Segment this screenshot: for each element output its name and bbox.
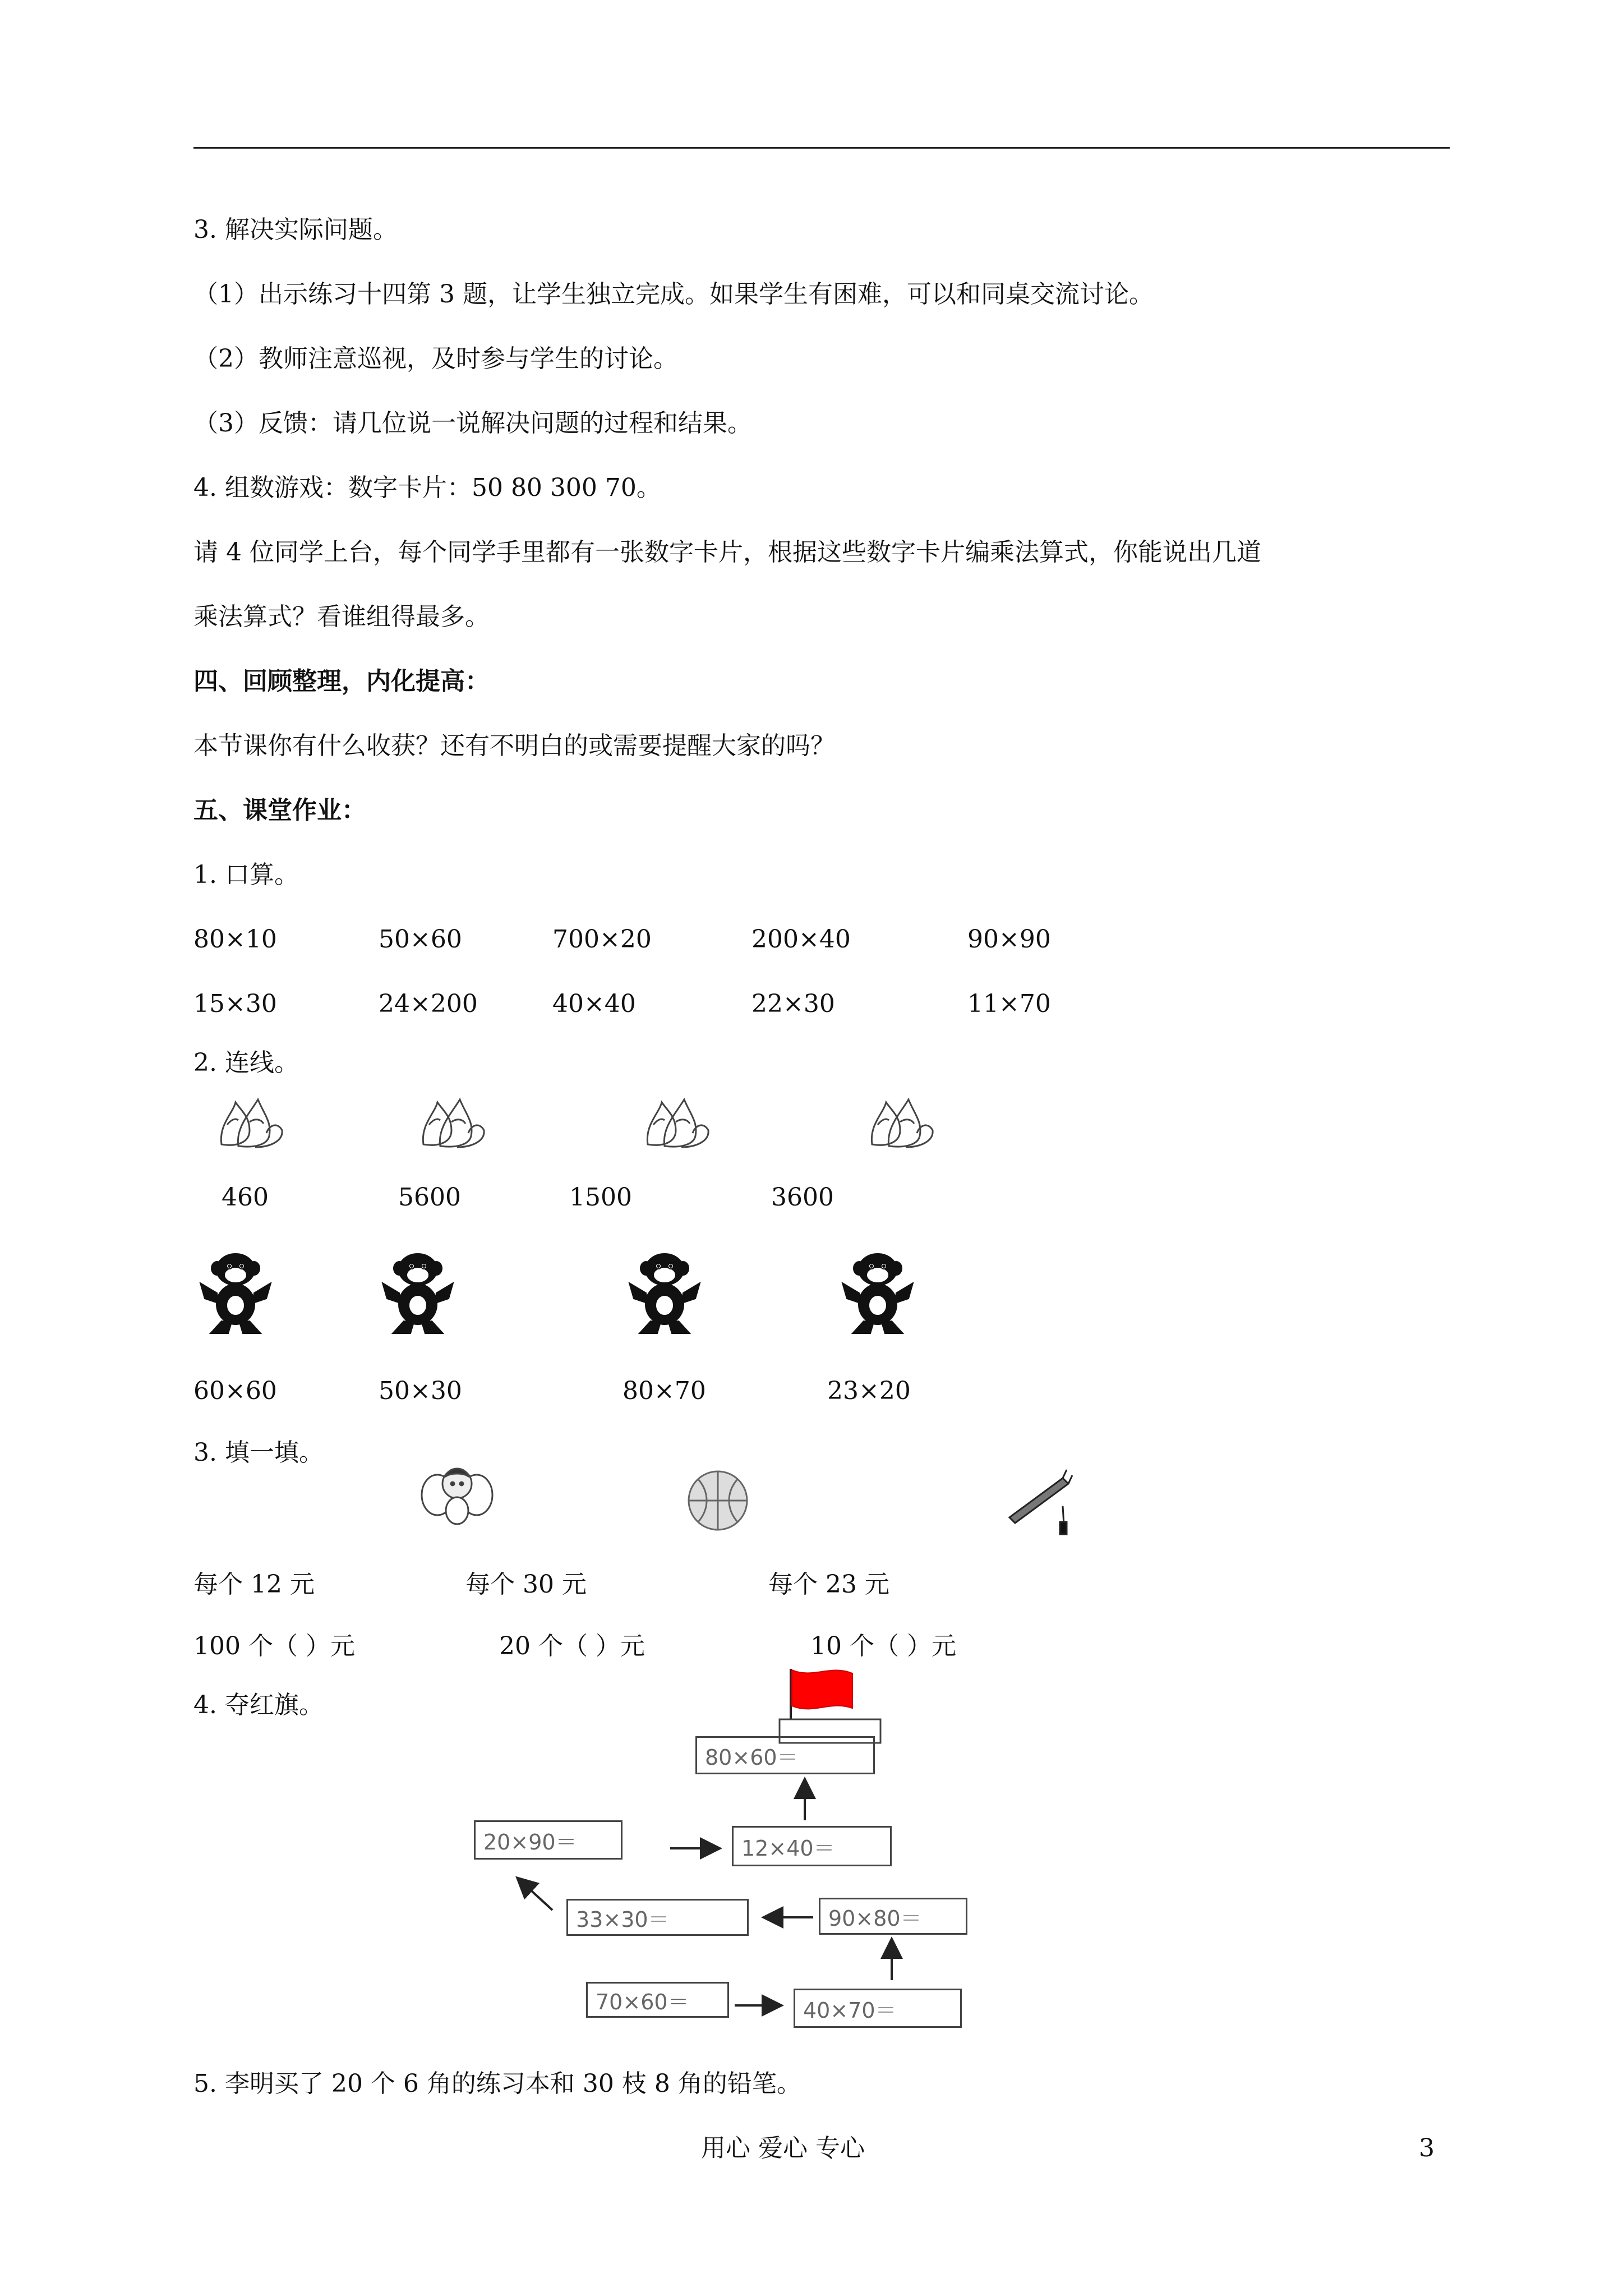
q3-title: 3. 填一填。: [193, 1438, 324, 1467]
q5-title: 5. 李明买了 20 个 6 角的练习本和 30 枝 8 角的铅笔。: [193, 2069, 801, 2098]
price-label: 每个 23 元: [768, 1570, 889, 1599]
homework-heading: 五、课堂作业：: [193, 796, 366, 825]
flag-box-90x80: 90×80＝: [819, 1898, 967, 1935]
match-number: 460: [222, 1183, 269, 1212]
page-number: 3: [1419, 2134, 1435, 2162]
q1-title: 1. 口算。: [193, 861, 299, 889]
match-expression: 80×70: [623, 1377, 706, 1405]
section-3-item-2: （2）教师注意巡视，及时参与学生的讨论。: [193, 344, 678, 373]
section-3-heading: 3. 解决实际问题。: [193, 215, 398, 244]
q4-title: 4. 夺红旗。: [193, 1691, 324, 1719]
section-4-heading: 4. 组数游戏：数字卡片：50 80 300 70。: [193, 473, 661, 502]
flag-box-40x70: 40×70＝: [794, 1989, 962, 2028]
price-label: 每个 30 元: [465, 1570, 587, 1599]
match-number: 5600: [398, 1183, 461, 1212]
calc-item: 40×40: [552, 990, 636, 1018]
fill-question: 100 个（ ）元: [193, 1632, 355, 1660]
match-expression: 23×20: [827, 1377, 911, 1405]
q2-title: 2. 连线。: [193, 1048, 299, 1077]
fill-question: 10 个（ ）元: [810, 1632, 956, 1660]
flag-box-12x40: 12×40＝: [732, 1826, 892, 1866]
calc-item: 15×30: [193, 990, 277, 1018]
flag-box-33x30: 33×30＝: [566, 1899, 749, 1936]
match-expression: 60×60: [193, 1377, 277, 1405]
section-3-item-3: （3）反馈：请几位说一说解决问题的过程和结果。: [193, 409, 752, 438]
section-4-text-line1: 请 4 位同学上台，每个同学手里都有一张数字卡片，根据这些数字卡片编乘法算式，你能说出几道: [193, 538, 1261, 567]
flag-box-20x90: 20×90＝: [474, 1820, 623, 1860]
calc-item: 11×70: [967, 990, 1051, 1018]
flag-box-80x60: 80×60＝: [695, 1736, 875, 1774]
fill-question: 20 个（ ）元: [499, 1632, 645, 1660]
price-label: 每个 12 元: [193, 1570, 315, 1599]
flag-box-70x60: 70×60＝: [586, 1982, 729, 2018]
calc-item: 200×40: [751, 925, 851, 954]
review-heading: 四、回顾整理，内化提高：: [193, 667, 490, 696]
calc-item: 24×200: [379, 990, 478, 1018]
calc-item: 50×60: [379, 925, 462, 954]
calc-item: 80×10: [193, 925, 277, 954]
footer-motto: 用心 爱心 专心: [701, 2134, 865, 2162]
calc-item: 700×20: [552, 925, 652, 954]
match-number: 3600: [771, 1183, 834, 1212]
match-expression: 50×30: [379, 1377, 462, 1405]
calc-item: 90×90: [967, 925, 1051, 954]
section-3-item-1: （1）出示练习十四第 3 题，让学生独立完成。如果学生有困难，可以和同桌交流讨论。: [193, 280, 1154, 309]
calc-item: 22×30: [751, 990, 835, 1018]
match-number: 1500: [569, 1183, 632, 1212]
review-text: 本节课你有什么收获？还有不明白的或需要提醒大家的吗？: [193, 731, 835, 760]
section-4-text-line2: 乘法算式？看谁组得最多。: [193, 602, 490, 631]
